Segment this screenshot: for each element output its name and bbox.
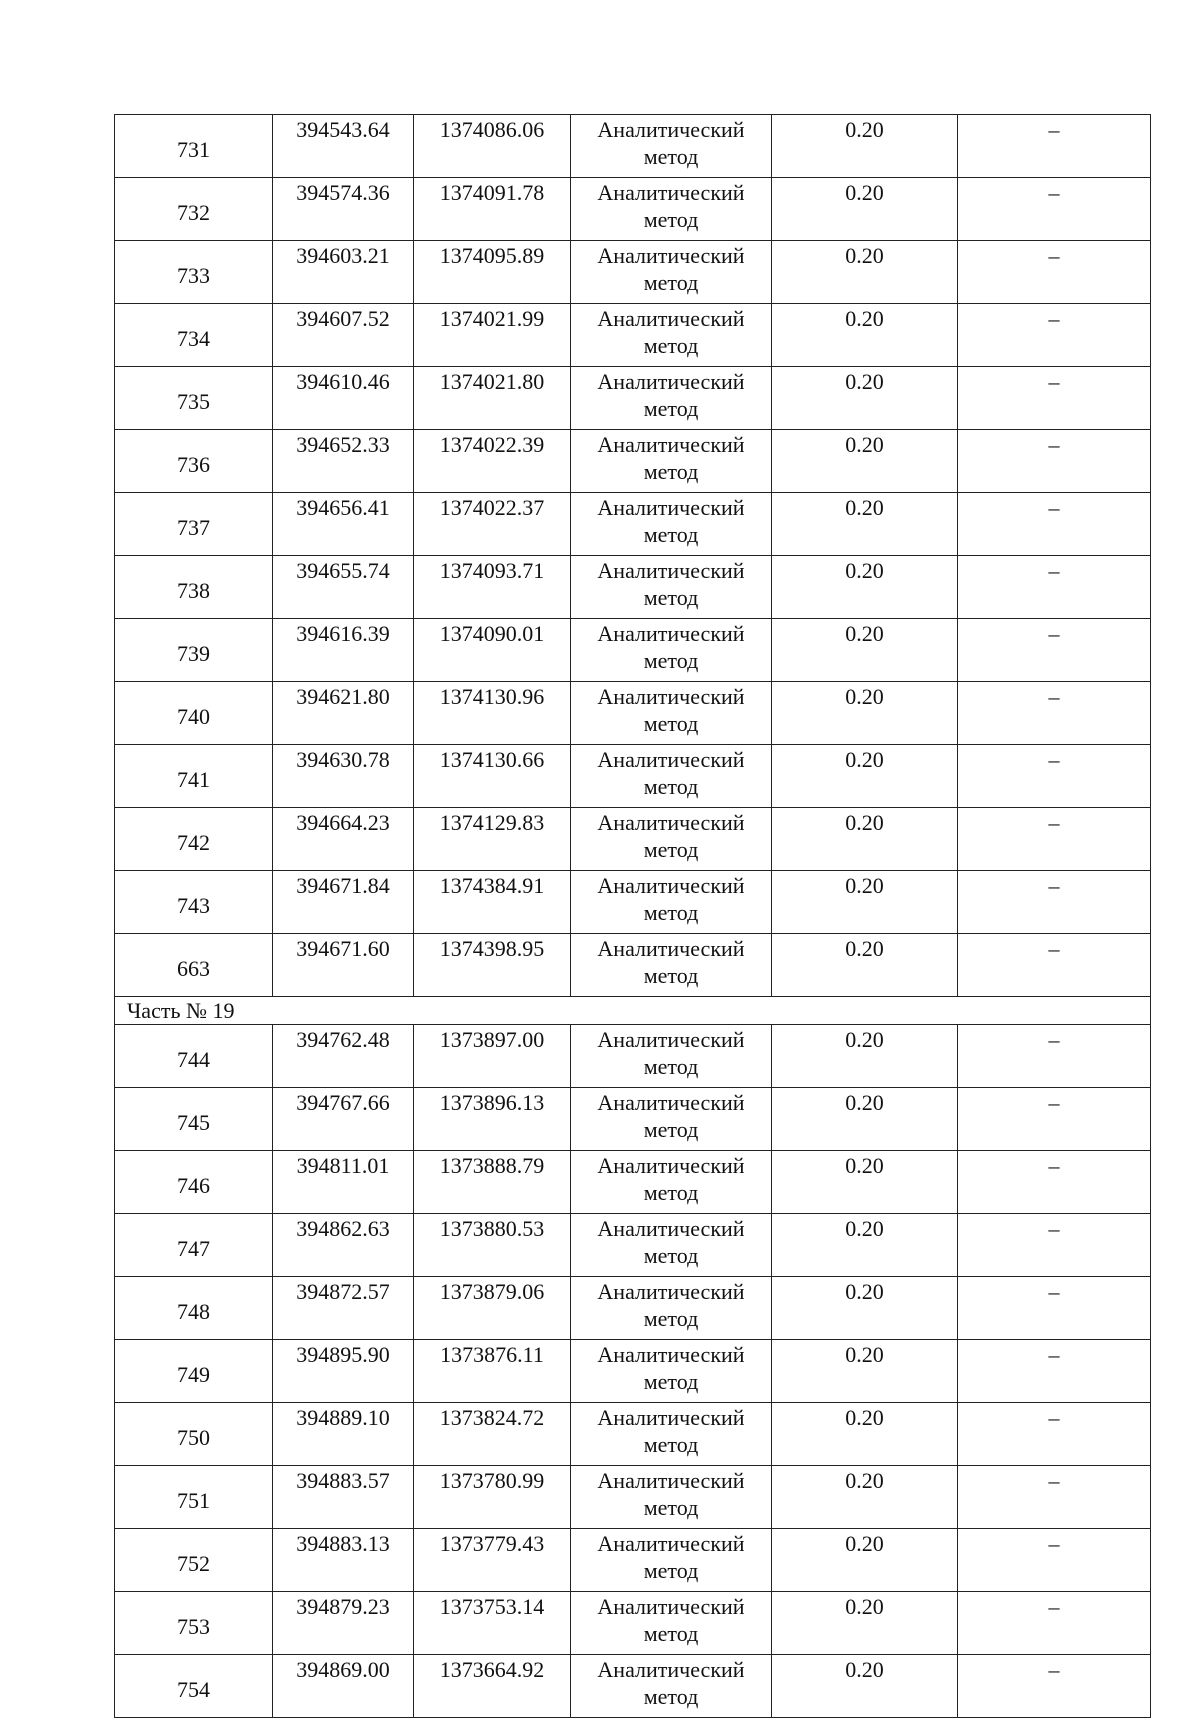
x-coordinate-cell: 394811.01 (273, 1151, 414, 1214)
y-coordinate-cell: 1374022.37 (414, 493, 571, 556)
y-coordinate-cell: 1374090.01 (414, 619, 571, 682)
y-coordinate-cell: 1373896.13 (414, 1088, 571, 1151)
method-line-1: Аналитический (597, 1657, 745, 1682)
section-title: Часть № 19 (115, 997, 1151, 1025)
table-row (115, 367, 1151, 430)
note-cell: – (958, 745, 1151, 808)
table-row (115, 871, 1151, 934)
x-coordinate-cell: 394655.74 (273, 556, 414, 619)
method-cell (571, 1403, 772, 1466)
x-coordinate-cell: 394671.84 (273, 871, 414, 934)
accuracy-cell: 0.20 (772, 1592, 958, 1655)
method-line-1: Аналитический (597, 873, 745, 898)
method-cell (571, 304, 772, 367)
method-line-2: метод (643, 396, 699, 421)
table-row (115, 1403, 1151, 1466)
method-cell (571, 1592, 772, 1655)
accuracy-cell: 0.20 (772, 1340, 958, 1403)
x-coordinate-cell: 394603.21 (273, 241, 414, 304)
x-coordinate-cell: 394630.78 (273, 745, 414, 808)
y-coordinate-cell: 1374021.99 (414, 304, 571, 367)
table-row (115, 1340, 1151, 1403)
method-line-1: Аналитический (597, 1090, 745, 1115)
y-coordinate-cell: 1374093.71 (414, 556, 571, 619)
accuracy-cell: 0.20 (772, 682, 958, 745)
coordinates-table (114, 114, 1151, 1718)
method-line-2: метод (643, 774, 699, 799)
method-line-1: Аналитический (597, 1027, 745, 1052)
note-cell: – (958, 304, 1151, 367)
table-row (115, 556, 1151, 619)
note-cell: – (958, 934, 1151, 997)
method-line-2: метод (643, 1054, 699, 1079)
method-line-2: метод (643, 1684, 699, 1709)
method-line-2: метод (643, 1117, 699, 1142)
point-number-cell: 736 (115, 430, 273, 493)
y-coordinate-cell: 1374398.95 (414, 934, 571, 997)
x-coordinate-cell: 394762.48 (273, 1025, 414, 1088)
note-cell: – (958, 1277, 1151, 1340)
accuracy-cell: 0.20 (772, 1214, 958, 1277)
y-coordinate-cell: 1374130.96 (414, 682, 571, 745)
point-number-cell: 737 (115, 493, 273, 556)
table-row (115, 178, 1151, 241)
method-cell (571, 619, 772, 682)
method-line-1: Аналитический (597, 1216, 745, 1241)
accuracy-cell: 0.20 (772, 556, 958, 619)
accuracy-cell: 0.20 (772, 808, 958, 871)
method-cell (571, 1277, 772, 1340)
x-coordinate-cell: 394869.00 (273, 1655, 414, 1718)
y-coordinate-cell: 1374086.06 (414, 115, 571, 178)
method-cell (571, 430, 772, 493)
point-number-cell: 734 (115, 304, 273, 367)
method-cell (571, 1655, 772, 1718)
table-row (115, 493, 1151, 556)
method-cell (571, 808, 772, 871)
x-coordinate-cell: 394879.23 (273, 1592, 414, 1655)
note-cell: – (958, 1592, 1151, 1655)
method-line-2: метод (643, 1180, 699, 1205)
point-number-cell: 733 (115, 241, 273, 304)
table-row (115, 430, 1151, 493)
method-line-2: метод (643, 333, 699, 358)
method-line-1: Аналитический (597, 180, 745, 205)
method-line-2: метод (643, 207, 699, 232)
y-coordinate-cell: 1373880.53 (414, 1214, 571, 1277)
point-number-cell: 753 (115, 1592, 273, 1655)
method-line-2: метод (643, 1495, 699, 1520)
method-cell (571, 1529, 772, 1592)
table-row (115, 745, 1151, 808)
point-number-cell: 735 (115, 367, 273, 430)
table-row (115, 619, 1151, 682)
y-coordinate-cell: 1374022.39 (414, 430, 571, 493)
table-row (115, 1025, 1151, 1088)
point-number-cell: 731 (115, 115, 273, 178)
method-line-1: Аналитический (597, 495, 745, 520)
method-line-1: Аналитический (597, 432, 745, 457)
method-line-2: метод (643, 459, 699, 484)
table-row (115, 1214, 1151, 1277)
y-coordinate-cell: 1374021.80 (414, 367, 571, 430)
note-cell: – (958, 1088, 1151, 1151)
table-row (115, 1529, 1151, 1592)
note-cell: – (958, 178, 1151, 241)
coordinates-table-body (115, 115, 1151, 1718)
accuracy-cell: 0.20 (772, 871, 958, 934)
y-coordinate-cell: 1373753.14 (414, 1592, 571, 1655)
method-cell (571, 178, 772, 241)
accuracy-cell: 0.20 (772, 619, 958, 682)
note-cell: – (958, 1466, 1151, 1529)
note-cell: – (958, 493, 1151, 556)
note-cell: – (958, 1403, 1151, 1466)
method-line-1: Аналитический (597, 1153, 745, 1178)
point-number-cell: 750 (115, 1403, 273, 1466)
method-line-2: метод (643, 837, 699, 862)
method-cell (571, 493, 772, 556)
point-number-cell: 751 (115, 1466, 273, 1529)
method-cell (571, 1025, 772, 1088)
x-coordinate-cell: 394872.57 (273, 1277, 414, 1340)
method-line-2: метод (643, 1243, 699, 1268)
method-cell (571, 241, 772, 304)
method-cell (571, 115, 772, 178)
point-number-cell: 754 (115, 1655, 273, 1718)
method-line-2: метод (643, 585, 699, 610)
accuracy-cell: 0.20 (772, 178, 958, 241)
y-coordinate-cell: 1373780.99 (414, 1466, 571, 1529)
method-cell (571, 682, 772, 745)
x-coordinate-cell: 394883.57 (273, 1466, 414, 1529)
point-number-cell: 747 (115, 1214, 273, 1277)
method-line-2: метод (643, 522, 699, 547)
x-coordinate-cell: 394671.60 (273, 934, 414, 997)
method-cell (571, 1466, 772, 1529)
x-coordinate-cell: 394656.41 (273, 493, 414, 556)
accuracy-cell: 0.20 (772, 745, 958, 808)
note-cell: – (958, 241, 1151, 304)
accuracy-cell: 0.20 (772, 1466, 958, 1529)
x-coordinate-cell: 394889.10 (273, 1403, 414, 1466)
section-header-row (115, 997, 1151, 1025)
method-line-2: метод (643, 1432, 699, 1457)
accuracy-cell: 0.20 (772, 1277, 958, 1340)
method-line-2: метод (643, 1369, 699, 1394)
point-number-cell: 742 (115, 808, 273, 871)
note-cell: – (958, 430, 1151, 493)
note-cell: – (958, 115, 1151, 178)
method-cell (571, 367, 772, 430)
point-number-cell: 732 (115, 178, 273, 241)
note-cell: – (958, 682, 1151, 745)
table-row (115, 115, 1151, 178)
point-number-cell: 745 (115, 1088, 273, 1151)
point-number-cell: 748 (115, 1277, 273, 1340)
note-cell: – (958, 1214, 1151, 1277)
table-row (115, 1151, 1151, 1214)
accuracy-cell: 0.20 (772, 1655, 958, 1718)
method-line-1: Аналитический (597, 747, 745, 772)
point-number-cell: 740 (115, 682, 273, 745)
method-line-1: Аналитический (597, 1531, 745, 1556)
note-cell: – (958, 808, 1151, 871)
method-cell (571, 556, 772, 619)
table-row (115, 1277, 1151, 1340)
table-row (115, 1466, 1151, 1529)
table-row (115, 808, 1151, 871)
y-coordinate-cell: 1373876.11 (414, 1340, 571, 1403)
y-coordinate-cell: 1373888.79 (414, 1151, 571, 1214)
point-number-cell: 752 (115, 1529, 273, 1592)
y-coordinate-cell: 1373879.06 (414, 1277, 571, 1340)
method-line-1: Аналитический (597, 684, 745, 709)
point-number-cell: 746 (115, 1151, 273, 1214)
method-line-2: метод (643, 270, 699, 295)
y-coordinate-cell: 1373779.43 (414, 1529, 571, 1592)
method-line-1: Аналитический (597, 1468, 745, 1493)
method-cell (571, 871, 772, 934)
x-coordinate-cell: 394895.90 (273, 1340, 414, 1403)
accuracy-cell: 0.20 (772, 1025, 958, 1088)
note-cell: – (958, 1529, 1151, 1592)
note-cell: – (958, 1655, 1151, 1718)
x-coordinate-cell: 394616.39 (273, 619, 414, 682)
method-line-1: Аналитический (597, 369, 745, 394)
point-number-cell: 739 (115, 619, 273, 682)
method-line-1: Аналитический (597, 936, 745, 961)
y-coordinate-cell: 1374095.89 (414, 241, 571, 304)
note-cell: – (958, 871, 1151, 934)
y-coordinate-cell: 1374091.78 (414, 178, 571, 241)
method-line-1: Аналитический (597, 558, 745, 583)
y-coordinate-cell: 1374130.66 (414, 745, 571, 808)
accuracy-cell: 0.20 (772, 493, 958, 556)
y-coordinate-cell: 1374129.83 (414, 808, 571, 871)
table-row (115, 682, 1151, 745)
method-line-2: метод (643, 1558, 699, 1583)
x-coordinate-cell: 394621.80 (273, 682, 414, 745)
point-number-cell: 743 (115, 871, 273, 934)
method-line-2: метод (643, 648, 699, 673)
accuracy-cell: 0.20 (772, 304, 958, 367)
accuracy-cell: 0.20 (772, 1088, 958, 1151)
x-coordinate-cell: 394767.66 (273, 1088, 414, 1151)
note-cell: – (958, 1340, 1151, 1403)
point-number-cell: 663 (115, 934, 273, 997)
x-coordinate-cell: 394652.33 (273, 430, 414, 493)
note-cell: – (958, 1151, 1151, 1214)
method-cell (571, 934, 772, 997)
note-cell: – (958, 367, 1151, 430)
method-line-2: метод (643, 711, 699, 736)
x-coordinate-cell: 394610.46 (273, 367, 414, 430)
method-line-1: Аналитический (597, 243, 745, 268)
point-number-cell: 741 (115, 745, 273, 808)
accuracy-cell: 0.20 (772, 241, 958, 304)
method-line-1: Аналитический (597, 1342, 745, 1367)
x-coordinate-cell: 394862.63 (273, 1214, 414, 1277)
accuracy-cell: 0.20 (772, 1529, 958, 1592)
note-cell: – (958, 1025, 1151, 1088)
accuracy-cell: 0.20 (772, 934, 958, 997)
method-line-2: метод (643, 144, 699, 169)
table-row (115, 1655, 1151, 1718)
accuracy-cell: 0.20 (772, 367, 958, 430)
table-row (115, 934, 1151, 997)
x-coordinate-cell: 394607.52 (273, 304, 414, 367)
method-cell (571, 1214, 772, 1277)
table-row (115, 241, 1151, 304)
x-coordinate-cell: 394664.23 (273, 808, 414, 871)
accuracy-cell: 0.20 (772, 1151, 958, 1214)
method-line-2: метод (643, 1621, 699, 1646)
x-coordinate-cell: 394543.64 (273, 115, 414, 178)
point-number-cell: 749 (115, 1340, 273, 1403)
method-line-1: Аналитический (597, 1279, 745, 1304)
y-coordinate-cell: 1373664.92 (414, 1655, 571, 1718)
y-coordinate-cell: 1373897.00 (414, 1025, 571, 1088)
x-coordinate-cell: 394574.36 (273, 178, 414, 241)
accuracy-cell: 0.20 (772, 430, 958, 493)
method-cell (571, 1151, 772, 1214)
method-cell (571, 1340, 772, 1403)
method-cell (571, 1088, 772, 1151)
point-number-cell: 738 (115, 556, 273, 619)
y-coordinate-cell: 1374384.91 (414, 871, 571, 934)
method-line-1: Аналитический (597, 621, 745, 646)
y-coordinate-cell: 1373824.72 (414, 1403, 571, 1466)
table-row (115, 1088, 1151, 1151)
method-line-2: метод (643, 900, 699, 925)
method-line-1: Аналитический (597, 810, 745, 835)
method-line-1: Аналитический (597, 1405, 745, 1430)
point-number-cell: 744 (115, 1025, 273, 1088)
note-cell: – (958, 556, 1151, 619)
table-row (115, 1592, 1151, 1655)
table-row (115, 304, 1151, 367)
method-line-2: метод (643, 1306, 699, 1331)
method-line-1: Аналитический (597, 306, 745, 331)
accuracy-cell: 0.20 (772, 1403, 958, 1466)
accuracy-cell: 0.20 (772, 115, 958, 178)
method-line-1: Аналитический (597, 1594, 745, 1619)
x-coordinate-cell: 394883.13 (273, 1529, 414, 1592)
method-line-1: Аналитический (597, 117, 745, 142)
method-line-2: метод (643, 963, 699, 988)
note-cell: – (958, 619, 1151, 682)
method-cell (571, 745, 772, 808)
